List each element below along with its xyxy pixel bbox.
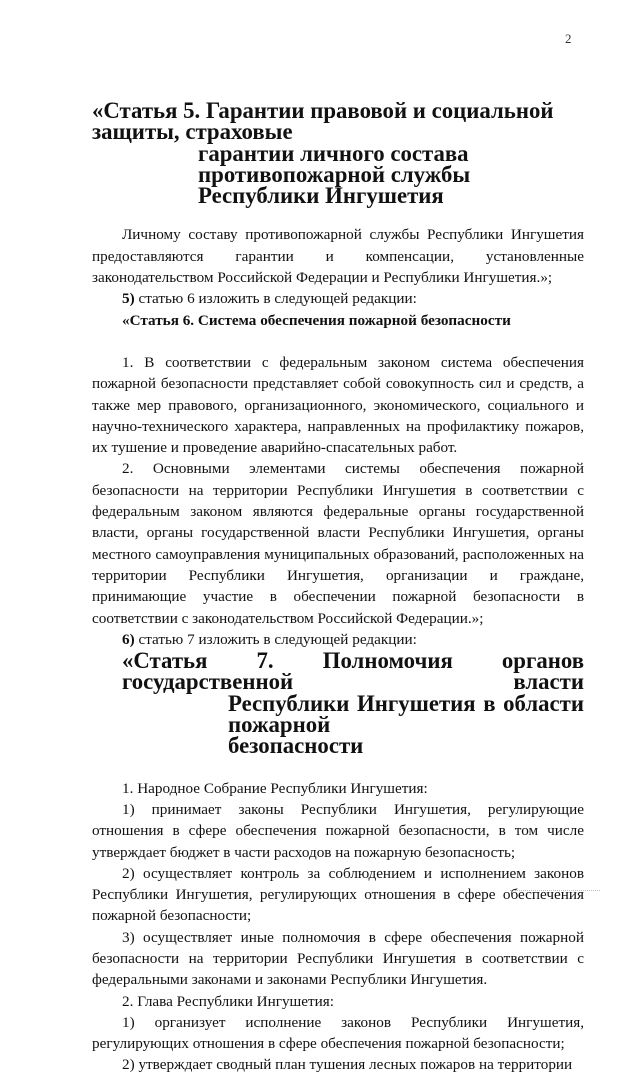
article-5-heading-line-3: Республики Ингушетия	[198, 183, 444, 209]
article-7-item-1-3: 3) осуществляет иные полномочия в сфере обеспечения пожарной безопасности на территории Республики Ингушетия в соответствии с федеральными законами и законами Республики Ингушетия.	[92, 928, 584, 989]
article-7-heading-line-1: «Статья 7. Полномочия органов государственной власти	[122, 648, 584, 695]
amendment-6-number: 6)	[122, 630, 135, 648]
document-body	[92, 100, 584, 1076]
amendment-6	[92, 629, 584, 650]
article-7-item-2-2: 2) утверждает сводный план тушения лесных пожаров на территории	[122, 1056, 573, 1074]
article-6-paragraph-2: 2. Основными элементами системы обеспечения пожарной безопасности на территории Республики Ингушетия в соответствии с федеральным законом являются федеральные органы государственной власти, органы государственной власти Республики Ингушетия, органы местного самоуправления муниципальных образований, расположенных на территории Республики Ингушетия, организации и граждане, принимающие участие в обеспечении пожарной безопасности в соответствии с законодательством Российской Федерации.»;	[92, 460, 584, 627]
article-7-item-1-2: 2) осуществляет контроль за соблюдением и исполнением законов Республики Ингушетия, регулирующих отношения в сфере обеспечения пожарной безопасности;	[92, 864, 584, 925]
article-5-heading-line-1: «Статья 5. Гарантии правовой и социальной защиты, страховые	[92, 98, 554, 145]
amendment-5-text: статью 6 изложить в следующей редакции:	[134, 290, 417, 308]
article-5-heading-line-2: гарантии личного состава противопожарной службы	[198, 140, 471, 187]
article-7-heading	[92, 648, 584, 759]
article-7-paragraph-1: 1. Народное Собрание Республики Ингушетия:	[122, 779, 428, 797]
article-6-heading: «Статья 6. Система обеспечения пожарной безопасности	[122, 311, 511, 329]
article-5-heading	[92, 98, 584, 209]
article-7-heading-line-2: Республики Ингушетия в области пожарной	[228, 690, 584, 738]
article-7-paragraph-2: 2. Глава Республики Ингушетия:	[122, 992, 334, 1010]
amendment-6-text: статью 7 изложить в следующей редакции:	[134, 630, 417, 648]
page-number: 2	[565, 31, 572, 46]
article-7-item-1-1: 1) принимает законы Республики Ингушетия, регулирующие отношения в сфере обеспечения пожарной безопасности, в том числе утверждает бюджет в части расходов на пожарную безопасность;	[92, 800, 584, 861]
article-7-item-2-1: 1) организует исполнение законов Республики Ингушетия, регулирующих отношения в сфере обеспечения пожарной безопасности;	[92, 1013, 584, 1053]
article-6-paragraph-1: 1. В соответствии с федеральным законом система обеспечения пожарной безопасности представляет собой совокупность сил и средств, а также мер правового, организационного, экономического, социального и научно-технического характера, направленных на профилактику пожаров, их тушение и проведение аварийно-спасательных работ.	[92, 353, 584, 457]
article-5-paragraph: Личному составу противопожарной службы Республики Ингушетия предоставляются гарантии и компенсации, установленные законодательством Российской Федерации и Республики Ингушетия.»;	[92, 226, 584, 287]
article-7-heading-line-3: безопасности	[228, 733, 364, 759]
amendment-5-number: 5)	[122, 290, 135, 308]
amendment-5	[92, 288, 584, 309]
scan-artifact-line	[510, 890, 600, 893]
